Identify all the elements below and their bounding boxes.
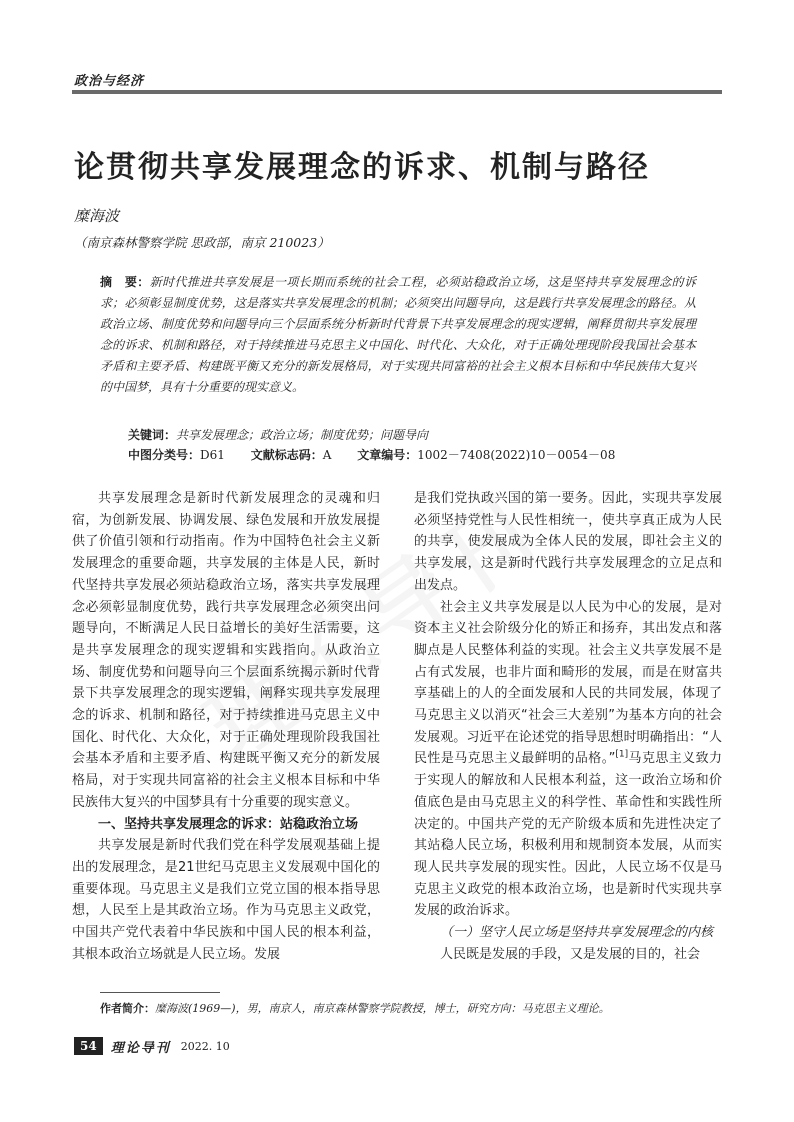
footnote-label: 作者简介： [100,1002,155,1015]
journal-name: 理论导刊 [110,1040,171,1056]
subsection-1-paragraph-1: 人民既是发展的手段，又是发展的目的，社会 [440,946,701,962]
section-1-heading: 一、坚持共享发展理念的诉求：站稳政治立场 [98,816,359,832]
intro-paragraph: 共享发展理念是新时代新发展理念的灵魂和归宿，为创新发展、协调发展、绿色发展和开放发展提供了价值引领和行动指南。作为中国特色社会主义新发展理念的重要命题，共享发展的主体是人民，新时代坚持共享发展必须站稳政治立场，落实共享发展理念必须彰显制度优势，践行共享发展理念必须突出问题导向，不断满足人民日益增长的美好生活需要，这是共享发展理念的现实逻辑和实践指向。从政治立场、制度优势和问题导向三个层面系统揭示新时代背景下共享发展理念的现实逻辑，阐释实现共享发展理念的诉求、机制和路径，对于持续推进马克思主义中国化、时代化、大众化，对于正确处理现阶段我国社会基本矛盾和主要矛盾、构建既平衡又充分的新发展格局，对于实现共同富裕的社会主义根本目标和中华民族伟大复兴的中国梦具有十分重要的现实意义。 [72,491,380,810]
article-id-value: 1002－7408(2022)10－0054－08 [417,448,616,462]
article-id-label: 文章编号： [357,448,418,462]
classification-line [128,446,615,463]
author-affiliation: （南京森林警察学院 思政部，南京 210023） [74,235,330,250]
footnote-text: 糜海波(1969—)，男，南京人，南京森林警察学院教授，博士，研究方向：马克思主义理论。 [155,1002,610,1015]
section-1-paragraph-1: 共享发展是新时代我们党在科学发展观基础上提出的发展理念，是21世纪马克思主义发展观中国化的重要体现。马克思主义是我们立党立国的根本指导思想，人民至上是其政治立场。作为马克思主义政党，中国共产党代表着中华民族和中国人民的根本利益，其根本政治立场就是人民立场。发展 [72,838,380,962]
abstract-text: 新时代推进共享发展是一项长期而系统的社会工程，必须站稳政治立场，这是坚持共享发展理念的诉求；必须彰显制度优势，这是落实共享发展理念的机制；必须突出问题导向，这是践行共享发展理念的路径。从政治立场、制度优势和问题导向三个层面系统分析新时代背景下共享发展理念的现实逻辑，阐释贯彻共享发展理念的诉求、机制和路径，对于持续推进马克思主义中国化、时代化、大众化，对于正确处理现阶段我国社会基本矛盾和主要矛盾、构建既平衡又充分的新发展格局，对于实现共同富裕的社会主义根本目标和中华民族伟大复兴的中国梦，具有十分重要的现实意义。 [100,275,696,394]
body-column-right [414,488,722,965]
page-footer [74,1037,230,1055]
abstract [100,272,696,398]
subsection-1-heading: （一）坚守人民立场是坚持共享发展理念的内核 [440,925,714,941]
section-tag: 政治与经济 [74,74,145,89]
article-title: 论贯彻共享发展理念的诉求、机制与路径 [74,150,650,185]
keywords-label: 关键词： [128,428,177,442]
paragraph-2-text-a: 社会主义共享发展是以人民为中心的发展，是对资本主义社会阶级分化的矫正和扬弃，其出发点和落脚点是人民整体利益的实现。社会主义共享发展不是占有式发展，也非片面和畸形的发展，而是在财富共享基础上的人的全面发展和人民的共同发展，体现了马克思主义以消灭“社会三大差别”为基本方向的社会发展观。习近平在论述党的指导思想时明确指出：“人民性是马克思主义最鲜明的品格。” [414,599,722,767]
clc-label: 中图分类号： [128,448,201,462]
section-1-paragraph-2 [414,597,722,923]
doc-code-value: A [322,448,332,462]
author-name: 糜海波 [74,207,120,225]
paragraph-2-text-b: 马克思主义致力于实现人的解放和人民根本利益，这一政治立场和价值底色是由马克思主义的科学性、革命性和实践性所决定的。中国共产党的无产阶级本质和先进性决定了其站稳人民立场，积极利用和规制资本发展，从而实现人民共享发展的现实性。因此，人民立场不仅是马克思主义政党的根本政治立场，也是新时代实现共享发展的政治诉求。 [414,751,722,919]
footnote-rule [100,992,220,993]
header-rule [72,90,722,94]
citation-ref-1: [1] [615,750,629,761]
clc-value: D61 [200,448,225,462]
abstract-label: 摘 要： [100,275,150,289]
section-1-paragraph-1-cont: 是我们党执政兴国的第一要务。因此，实现共享发展必须坚持党性与人民性相统一，使共享真正成为人民的共享，使发展成为全体人民的发展，即社会主义的共享发展，这是新时代践行共享发展理念的立足点和出发点。 [414,491,722,593]
keywords-text: 共享发展理念；政治立场；制度优势；问题导向 [176,428,429,442]
doc-code-label: 文献标志码： [250,448,323,462]
keywords [128,426,428,443]
issue-number: 2022. 10 [180,1039,230,1053]
author-footnote [100,1000,610,1016]
page-number: 54 [74,1037,103,1055]
body-column-left [72,488,380,965]
